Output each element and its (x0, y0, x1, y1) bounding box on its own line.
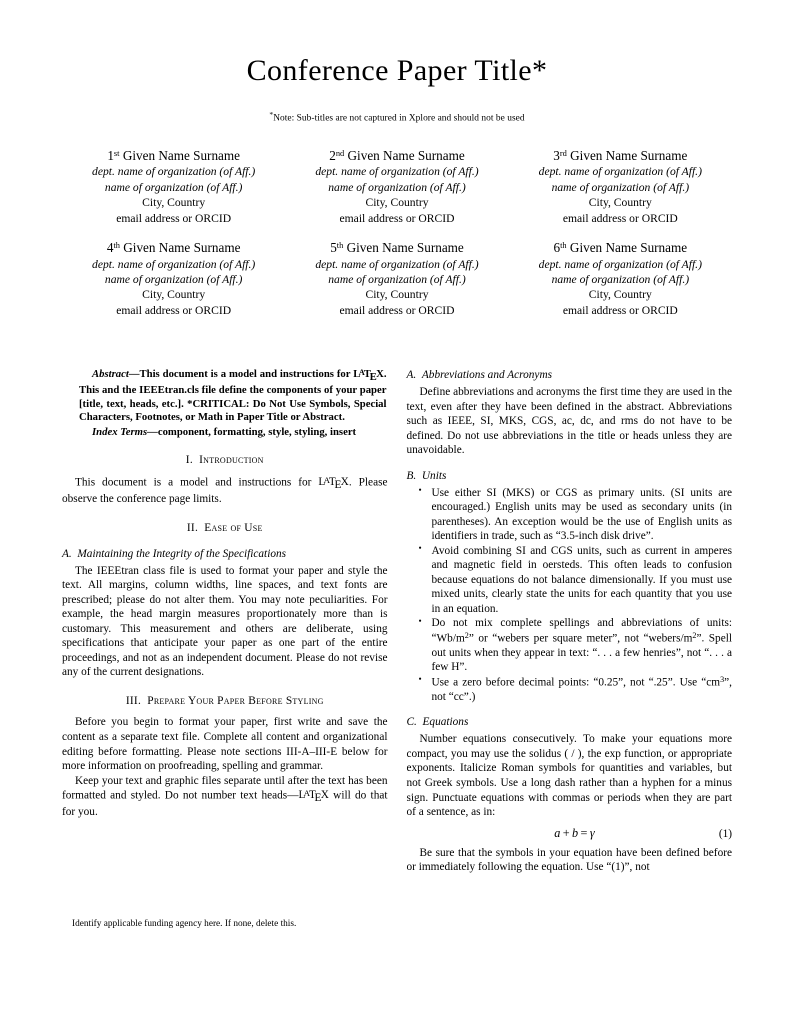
author-name (509, 239, 732, 257)
intro-paragraph (62, 475, 388, 507)
author-city: City, Country (365, 196, 429, 210)
subsection-heading-equations (407, 715, 733, 729)
author-name-text: Given Name Surname (123, 240, 241, 256)
author-dept: dept. name of organization (of Aff.) (92, 257, 256, 271)
subsection-label: A . (62, 548, 77, 560)
list-item (407, 616, 733, 674)
prepare-text-before: Keep your text and graphic files separate until after the text has been formatted and styled. Do not number text heads— (62, 774, 388, 802)
column-left (62, 368, 388, 875)
author-email: email address or ORCID (562, 303, 678, 317)
author-city: City, Country (588, 288, 652, 302)
author-name (62, 239, 285, 257)
author-ordinal-suffix: rd (559, 148, 567, 158)
author-ordinal-suffix: th (113, 240, 120, 250)
intro-text-after: . Please observe the conference page limits. (62, 476, 388, 506)
bullet-superscript-1: 2 (464, 630, 469, 640)
abstract-paragraph (79, 368, 387, 425)
section-title: Introduction (199, 454, 264, 467)
author-email: email address or ORCID (339, 211, 455, 225)
author-org: name of organization (of Aff.) (328, 273, 466, 286)
author-name (509, 147, 732, 165)
author-ordinal: 2 (329, 147, 336, 163)
section-heading-ease-of-use (62, 522, 388, 536)
equations-paragraph-2: Be sure that the symbols in your equation have been defined before or immediately following the equation. Use “(1)”, not (406, 846, 732, 874)
latex-logo: $L^ATEX$ (353, 368, 384, 383)
author-block-4 (62, 239, 285, 318)
author-city: City, Country (142, 196, 206, 210)
equation-number: (1) (718, 827, 732, 840)
subsection-heading-units (407, 469, 733, 483)
author-ordinal-suffix: nd (335, 148, 345, 158)
section-title: Ease of Use (204, 521, 263, 534)
subsection-title: Equations (422, 716, 469, 729)
bullet-text-p2: ” or “webers per square meter”, not “webers/m (468, 632, 693, 645)
prepare-paragraph-1: Before you begin to format your paper, first write and save the content as a separate text file. Complete all content and organizational editing before formatting. Please note sections III-A–III-E below for more information on proofreading, spelling and grammar. (62, 716, 388, 773)
list-item: • Avoid combining SI and CGS units, such as current in amperes and magnetic field in oersteds. This often leads to confusion because equations do not balance dimensionally. If you must use mixed units, clearly state the units for each quantity that you use in an equation. (407, 544, 733, 617)
equation-expression (431, 826, 719, 841)
author-name-text: Given Name Surname (569, 240, 688, 256)
author-ordinal: 4 (106, 240, 114, 256)
equation-operator-equals: = (580, 825, 588, 840)
bullet-text-p3: ”. Spell out units when they appear in text: “. . . a few henries”, not “. . . a few H”. (431, 632, 732, 674)
author-dept: dept. name of organization (of Aff.) (538, 257, 702, 271)
equation-term-a: a (554, 825, 561, 840)
author-org: name of organization (of Aff.) (551, 180, 690, 194)
abstract-text-part1: This document is a model and instructions for (139, 368, 354, 381)
author-name-text: Given Name Surname (346, 240, 464, 256)
abstract-text-part2: . This and the IEEEtran.cls file define the components of your paper [title, text, heads, etc.]. *CRITICAL: Do Not Use Symbols, Special Characters, Footnotes, or Math in Paper Title or Abstract. (79, 368, 387, 424)
author-name (285, 239, 508, 257)
author-block-3 (509, 147, 732, 226)
subsection-heading-maintaining-integrity (62, 547, 388, 561)
equation-1 (407, 826, 733, 841)
section-title: Prepare Your Paper Before Styling (147, 694, 324, 707)
prepare-text-after: will do that for you. (62, 789, 388, 819)
author-city: City, Country (588, 196, 652, 210)
author-org: name of organization (of Aff.) (104, 273, 243, 286)
latex-logo: $L^ATEX$ (298, 788, 329, 804)
author-dept: dept. name of organization (of Aff.) (538, 165, 702, 179)
prepare-paragraph-2 (62, 774, 388, 820)
author-name (285, 147, 508, 165)
subsection-label: C . (407, 716, 423, 728)
subsection-title: Units (421, 469, 447, 482)
author-dept: dept. name of organization (of Aff.) (315, 257, 479, 271)
author-row (62, 147, 732, 226)
subsection-title: Abbreviations and Acronyms (421, 369, 552, 381)
author-ordinal: 5 (330, 240, 337, 256)
subsection-heading-abbreviations (407, 368, 733, 382)
author-ordinal-suffix: st (113, 148, 120, 158)
column-right (407, 368, 733, 875)
subsection-title: Maintaining the Integrity of the Specifications (77, 547, 287, 560)
page-title: Conference Paper Title* (246, 54, 548, 87)
section-heading-prepare-paper (62, 695, 388, 709)
author-dept: dept. name of organization (of Aff.) (315, 165, 479, 179)
author-org: name of organization (of Aff.) (551, 273, 690, 286)
author-org: name of organization (of Aff.) (328, 180, 466, 194)
equation-term-gamma: γ (589, 825, 596, 840)
section-numeral: III . (126, 695, 147, 707)
author-ordinal: 6 (553, 240, 561, 256)
list-item: • Use either SI (MKS) or CGS as primary units. (SI units are encouraged.) English units may be used as secondary units (in parentheses). An exception would be the use of English units as identifiers in trade, such as “3.5-inch disk drive”. (407, 486, 733, 544)
author-ordinal: 3 (553, 147, 560, 163)
index-terms-label: Index Terms— (92, 425, 158, 438)
author-block-2 (285, 147, 508, 226)
author-ordinal-suffix: th (560, 240, 567, 250)
author-city: City, Country (365, 288, 429, 302)
title-block (0, 0, 794, 123)
section-numeral: I . (186, 454, 199, 466)
author-name-text: Given Name Surname (570, 147, 688, 163)
equation-operator-plus: + (562, 825, 571, 840)
author-email: email address or ORCID (116, 303, 232, 317)
funding-footnote: Identify applicable funding agency here. If none, delete this. (72, 919, 297, 929)
maintaining-integrity-paragraph: The IEEEtran class file is used to format your paper and style the text. All margins, column widths, line spaces, and text fonts are prescribed; please do not alter them. You may note peculiarities. For example, the head margin measures proportionately more than is customary. This measurement and others are deliberate, using specifications that anticipate your paper as one part of the entire proceedings, and not as an independent document. Please do not revise any of the current designations. (62, 564, 388, 679)
subsection-label: A . (407, 369, 422, 381)
bullet-text-p1: Do not mix complete spellings and abbreviations of units: “Wb/m (431, 617, 732, 645)
equation-term-b: b (572, 825, 579, 840)
equations-paragraph-1: Number equations consecutively. To make your equations more compact, you may use the solidus ( / ), the exp function, or appropriate exponents. Italicize Roman symbols for quantities and variables, but not Greek symbols. Use a long dash rather than a hyphen for a minus sign. Punctuate equations with commas or periods when they are part of a sentence, as in: (406, 733, 732, 819)
latex-logo: $L^ATEX$ (318, 475, 349, 491)
subtitle-note-text: Note: Sub-titles are not captured in Xplore and should not be used (273, 112, 525, 123)
bullet-superscript-2: 2 (692, 630, 697, 640)
author-email: email address or ORCID (562, 211, 678, 225)
bullet-text-p2: ”, not “cc”.) (431, 676, 732, 703)
author-org: name of organization (of Aff.) (104, 180, 243, 194)
list-item (407, 675, 733, 704)
author-row (62, 239, 732, 318)
intro-text-before: This document is a model and instructions for (75, 476, 319, 489)
bullet-text-p1: Use a zero before decimal points: “0.25”, not “.25”. Use “cm (431, 676, 721, 689)
author-city: City, Country (142, 288, 206, 302)
author-email: email address or ORCID (116, 211, 232, 225)
body-columns (62, 368, 732, 875)
author-dept: dept. name of organization (of Aff.) (92, 165, 256, 179)
abstract-label: Abstract— (92, 368, 140, 381)
author-name-text: Given Name Surname (347, 147, 465, 163)
author-block-6 (509, 239, 732, 318)
author-ordinal-suffix: th (336, 240, 344, 250)
author-block-1 (62, 147, 285, 226)
units-bullet-list (407, 486, 733, 705)
subtitle-note-marker: * (269, 109, 274, 119)
section-numeral: II . (187, 522, 204, 534)
author-name (62, 147, 285, 165)
index-terms-text: component, formatting, style, styling, insert (157, 425, 357, 438)
author-block-5 (285, 239, 508, 318)
author-list (0, 147, 794, 318)
author-ordinal: 1 (107, 147, 114, 163)
author-name-text: Given Name Surname (122, 147, 240, 163)
section-heading-introduction (62, 454, 388, 468)
subtitle-note (0, 110, 794, 123)
author-email: email address or ORCID (339, 303, 455, 317)
bullet-superscript-1: 3 (720, 674, 725, 684)
index-terms-paragraph (79, 426, 387, 440)
abstract-block (79, 368, 387, 439)
abbreviations-paragraph: Define abbreviations and acronyms the first time they are used in the text, even after they have been defined in the abstract. Abbreviations such as IEEE, SI, MKS, CGS, ac, dc, and rms do not have to be defined. Do not use abbreviations in the title or heads unless they are unavoidable. (406, 386, 732, 457)
subsection-label: B . (407, 470, 422, 482)
